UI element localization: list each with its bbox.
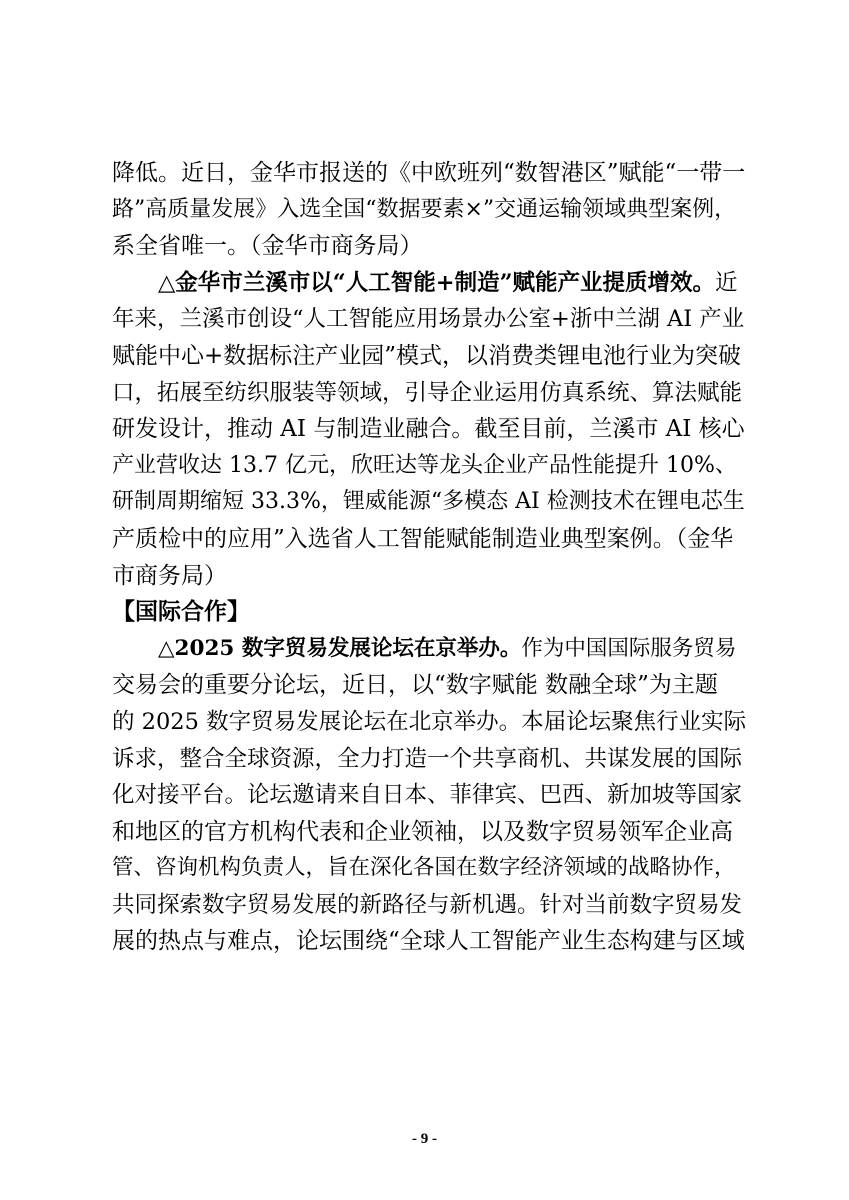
paragraph-line: 口，拓展至纺织服装等领域，引导企业运用仿真系统、算法赋能 xyxy=(112,379,743,406)
paragraph-line: 系全省唯一。（金华市商务局） xyxy=(112,233,423,260)
paragraph-line: 产业营收达 13.7 亿元，欣旺达等龙头企业产品性能提升 10%、 xyxy=(112,452,737,478)
paragraph-line: 管、咨询机构负责人，旨在深化各国在数字经济领域的战略协作， xyxy=(112,855,736,881)
paragraph-line: 年来，兰溪市创设“人工智能应用场景办公室+浙中兰湖 AI 产业 xyxy=(112,306,745,333)
paragraph-line: 共同探索数字贸易发展的新路径与新机遇。针对当前数字贸易发 xyxy=(112,891,743,918)
paragraph-line: 的 2025 数字贸易发展论坛在北京举办。本届论坛聚焦行业实际 xyxy=(112,708,747,735)
document-body xyxy=(112,155,747,960)
paragraph-heading: △2025 数字贸易发展论坛在京举办。 xyxy=(158,635,522,661)
paragraph-first-line xyxy=(112,265,747,302)
paragraph-first-line xyxy=(112,631,747,668)
paragraph-line: 降低。近日，金华市报送的《中欧班列“数智港区”赋能“一带一 xyxy=(112,160,746,186)
paragraph-text: 近 xyxy=(715,269,738,296)
paragraph-line: 赋能中心+数据标注产业园”模式，以消费类锂电池行业为突破 xyxy=(112,342,742,369)
paragraph-line: 交易会的重要分论坛，近日，以“数字赋能 数融全球”为主题 xyxy=(112,672,718,699)
paragraph-line: 诉求，整合全球资源，全力打造一个共享商机、共谋发展的国际 xyxy=(112,745,743,772)
paragraph-lanxi-ai xyxy=(112,265,747,594)
paragraph-line: 展的热点与难点，论坛围绕“全球人工智能产业生态构建与区域 xyxy=(112,928,745,955)
paragraph-line: 产质检中的应用”入选省人工智能赋能制造业典型案例。（金华 xyxy=(112,525,734,552)
page-number: - 9 - xyxy=(412,1131,437,1147)
paragraph-digital-trade-forum xyxy=(112,631,747,960)
section-title: 【国际合作】 xyxy=(112,598,250,626)
paragraph-line: 化对接平台。论坛邀请来自日本、菲律宾、巴西、新加坡等国家 xyxy=(112,782,743,809)
paragraph-line: 路”高质量发展》入选全国“数据要素×”交通运输领域典型案例， xyxy=(112,196,737,222)
paragraph-line: 和地区的官方机构代表和企业领袖，以及数字贸易领军企业高 xyxy=(112,818,733,845)
paragraph-line: 研发设计，推动 AI 与制造业融合。截至目前，兰溪市 AI 核心 xyxy=(112,416,745,443)
paragraph-port-case xyxy=(112,155,747,265)
paragraph-text: 作为中国国际服务贸易 xyxy=(521,635,737,661)
paragraph-heading: △金华市兰溪市以“人工智能+制造”赋能产业提质增效。 xyxy=(158,269,716,296)
paragraph-line: 研制周期缩短 33.3%，锂威能源“多模态 AI 检测技术在锂电芯生 xyxy=(112,489,745,515)
paragraph-line: 市商务局） xyxy=(112,562,227,589)
